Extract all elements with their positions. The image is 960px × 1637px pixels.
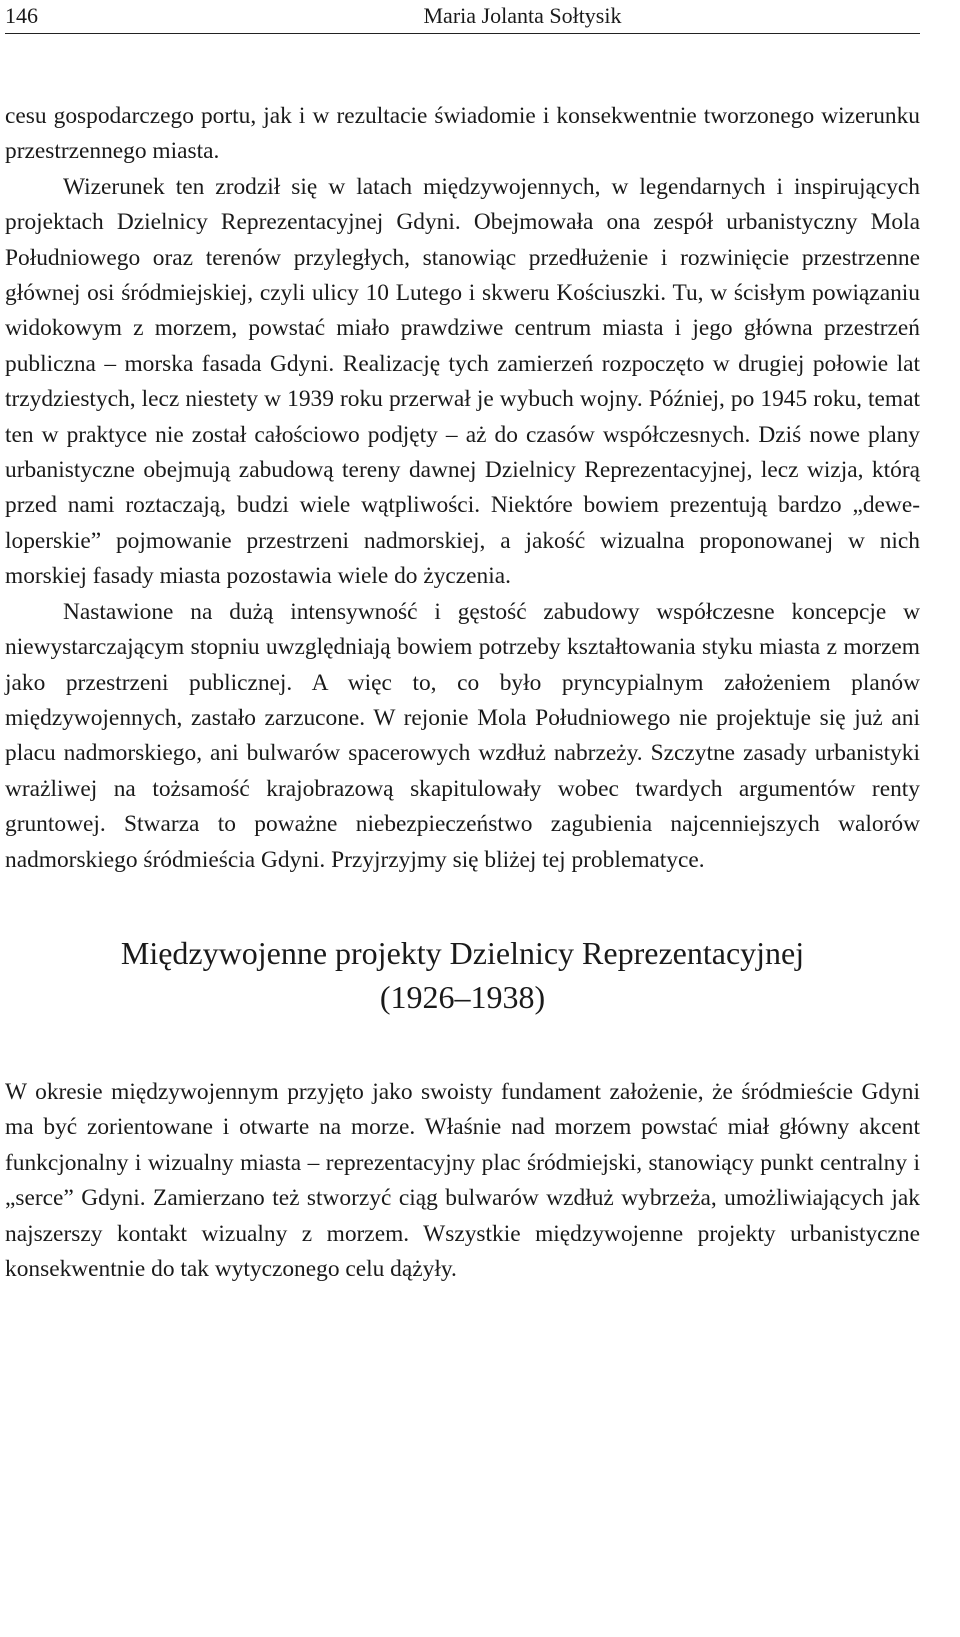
section-heading-line-1: Międzywojenne projekty Dzielnicy Reprezentacyjnej [120, 934, 805, 971]
document-page [5, 0, 920, 1287]
section-heading-line-2: (1926–1938) [379, 978, 546, 1015]
paragraph-continuation: cesu gospodarczego portu, jak i w rezultacie świadomie i konsekwentnie tworzonego wizerunku przestrzennego miasta. [5, 103, 920, 165]
page-number: 146 [5, 3, 38, 28]
running-header [5, 0, 920, 34]
paragraph-representative-district: Wizerunek ten zrodził się w latach międzywojennych, w legendarnych i inspirujących projektach Dzielnicy Reprezentacyjnej Gdyni. Obejmowała ona zespół urbanistyczny Mola Południowego oraz terenów przyległych, stanowiąc przedłużenie i rozwinięcie przestrzenne głównej osi śródmiejskiej, czyli ulicy 10 Lutego i skweru Kościuszki. Tu, w ścisłym powiązaniu widokowym z morzem, powstać miało prawdziwe centrum miasta i jego główna przestrzeń publiczna – morska fasada Gdyni. Realizację tych zamierzeń rozpoczęto w drugiej połowie lat trzydziestych, lecz niestety w 1939 roku przerwał je wybuch wojny. Później, po 1945 roku, temat ten w praktyce nie został całościowo podjęty – aż do czasów współczesnych. Dziś nowe plany urbanistyczne obejmują zabudową tereny dawnej Dzielnicy Reprezentacyjnej, lecz wizja, którą przed nami roztaczają, budzi wiele wątpliwości. Niektóre bowiem prezentują bardzo „deweloperskie” pojmowanie przestrzeni nadmorskiej, a jakość wizualna proponowanej w nich morskiej fasady miasta pozostawia wiele do życzenia. [5, 173, 920, 590]
paragraph-contemporary-concepts: Nastawione na dużą intensywność i gęstość zabudowy współczesne koncepcje w niewystarczającym stopniu uwzględniają bowiem potrzeby kształtowania styku miasta z morzem jako przestrzeni publicznej. A więc to, co było pryncypialnym założeniem planów międzywojennych, zastało zarzucone. W rejonie Mola Południowego nie projektuje się już ani placu nadmorskiego, ani bulwarów spacerowych wzdłuż nabrzeży. Szczytne zasady urbanistyki wrażliwej na tożsamość krajobrazową skapitulowały wobec twardych argumentów renty gruntowej. Stwarza to poważne niebezpieczeństwo zagubienia najcenniejszych walorów nadmorskiego śródmieścia Gdyni. Przyjrzyjmy się bliżej tej problematyce. [5, 598, 920, 873]
paragraph-interwar-period: W okresie międzywojennym przyjęto jako swoisty fundament założenie, że śródmieście Gdyni ma być zorientowane i otwarte na morze. Właśnie nad morzem powstać miał główny akcent funkcjonalny i wizualny miasta – reprezentacyjny plac śródmiejski, stanowiący punkt centralny i „serce” Gdyni. Zamierzano też stworzyć ciąg bulwarów wzdłuż wybrzeża, umożliwiających jak najszerszy kontakt wizualny z morzem. Wszystkie międzywojenne projekty urbanistyczne konsekwentnie do tak wytyczonego celu dążyły. [5, 1078, 920, 1282]
section-heading [5, 931, 920, 1019]
running-title-author: Maria Jolanta Sołtysik [423, 3, 622, 28]
